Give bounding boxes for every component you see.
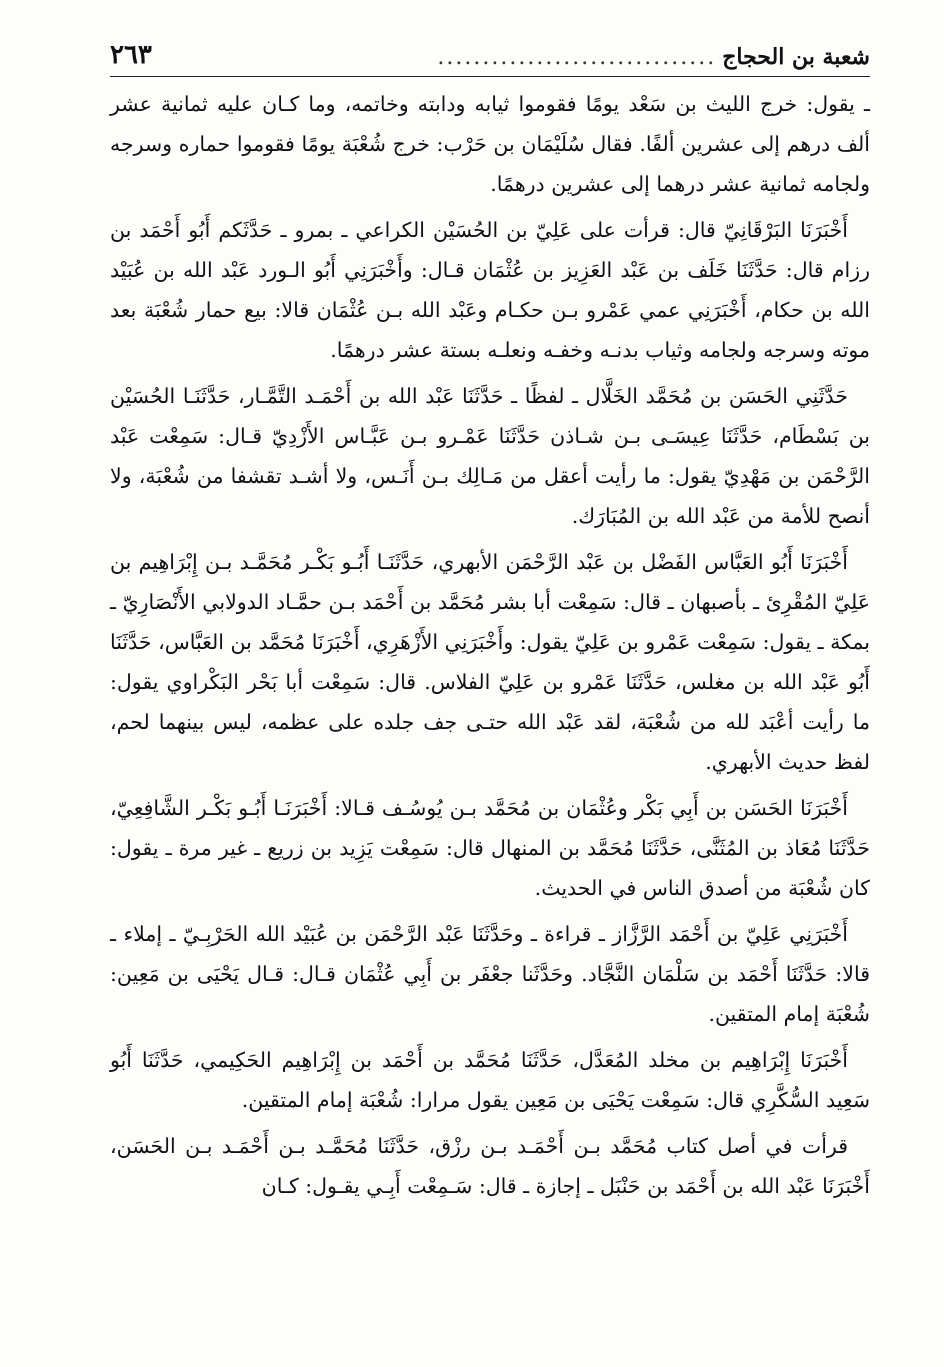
running-title: شعبة بن الحجاج: [722, 44, 870, 70]
paragraph: أَخْبَرَنَا أَبُو العَبَّاس الفَضْل بن عَبْد الرَّحْمَن الأبهري، حَدَّثَنَـا أَبُـو بَكْـر مُحَمَّـد بـن إِبْرَاهِيم بن عَلِيّ المُقْرِئ ـ بأصبهان ـ قال: سَمِعْت أبا بشر مُحَمَّد بن أَحْمَد بـن حمَّـاد الدولابي الأَنْصَارِيّ ـ بمكة ـ يقول: سَمِعْت عَمْرو بن عَلِيّ يقول: وأَخْبَرَنِي الأَزْهَرِي، أَخْبَرَنَا مُحَمَّد بن العَبَّاس، حَدَّثَنَا أَبُو عَبْد الله بن مغلس، حَدَّثَنَا عَمْرو بن عَلِيّ الفلاس. قال: سَمِعْت أبا بَحْر البَكْراوي يقول: ما رأيت أعْبَد لله من شُعْبَة، لقد عَبْد الله حتـى جف جلده على عظمه، ليس بينهما لحم، لفظ حديث الأبهري.: [110, 550, 870, 774]
paragraph: أَخْبَرَنَا الحَسَن بن أَبِي بَكْر وعُثْمَان بن مُحَمَّد بـن يُوسُـف قـالا: أَخْبَرَنَـا أَبُـو بَكْـر الشَّافِعِيّ، حَدَّثَنَا مُعَاذ بن المُثَنَّى، حَدَّثَنَا مُحَمَّد بن المنهال قال: سَمِعْت يَزِيد بن زريع ـ غير مرة ـ يقول: كان شُعْبَة من أصدق الناس في الحديث.: [110, 796, 870, 900]
paragraph: أَخْبَرَنِي عَلِيّ بن أَحْمَد الرَّزَّاز ـ قراءة ـ وحَدَّثَنَا عَبْد الرَّحْمَن بن عُبَيْد الله الحَرْبِـيّ ـ إملاء ـ قالا: حَدَّثَنَا أَحْمَد بن سَلْمَان النَّجَّاد. وحَدَّثَنا جعْفَر بن أَبِي عُثْمَان قـال: قـال يَحْيَى بن مَعِين: شُعْبَة إمام المتقين.: [110, 922, 870, 1026]
page-number: ٢٦٣: [110, 40, 152, 70]
paragraph: قرأت في أصل كتاب مُحَمَّد بـن أَحْمَـد بـن رزْق، حَدَّثَنَا مُحَمَّـد بـن أَحْمَـد بـن الحَسَن، أَخْبَرَنَا عَبْد الله بن أَحْمَد بن حَنْبَل ـ إجازة ـ قال: سَـمِعْت أَبِـي يقـول: كـان: [110, 1134, 870, 1198]
body-text: [110, 84, 870, 1354]
page-header: [110, 30, 870, 77]
paragraph: أَخْبَرَنَا البَرْقَانِيّ قال: قرأت على عَلِيّ بن الحُسَيْن الكراعي ـ بمرو ـ حَدَّثَكم أَبُو أَحْمَد بن رزام قال: حَدَّثَنَا خَلَف بن عَبْد العَزِيز بن عُثْمَان قـال: وأَخْبَرَنِي أَبُو الـورد عَبْد الله بن عُبَيْد الله بن حكام، أَخْبَرَنِي عمي عَمْرو بـن حكـام وعَبْد الله بـن عُثْمَان قالا: بيع حمار شُعْبَة بعد موته وسرجه ولجامه وثياب بدنـه وخفـه ونعلـه بستة عشر درهمًا.: [110, 218, 870, 362]
dot-leader: ...............................: [437, 45, 717, 70]
paragraph: ـ يقول: خرج الليث بن سَعْد يومًا فقوموا ثيابه ودابته وخاتمه، وما كـان عليه ثمانية عشر ألف درهم إلى عشرين ألفًا. فقال سُلَيْمَان بن حَرْب: خرج شُعْبَة يومًا فقوموا حماره وسرجه ولجامه ثمانية عشر درهما إلى عشرين درهمًا.: [110, 92, 870, 196]
paragraph: حَدَّثَنِي الحَسَن بن مُحَمَّد الخَلَّال ـ لفظًا ـ حَدَّثَنَا عَبْد الله بن أَحْمَـد التَّمَّـار، حَدَّثَنَـا الحُسَيْن بن بَسْطَام، حَدَّثَنَا عِيسَـى بـن شـاذن حَدَّثَنَا عَمْـرو بـن عَبَّـاس الأَزْدِيّ قـال: سَمِعْت عَبْد الرَّحْمَن بن مَهْدِيّ يقول: ما رأيت أعقل من مَـالِك بـن أَنَـس، ولا أشـد تقشفا من شُعْبَة، ولا أنصح للأمة من عَبْد الله بن المُبَارَك.: [110, 384, 870, 528]
paragraph: أَخْبَرَنَا إِبْرَاهِيم بن مخلد المُعَدَّل، حَدَّثَنَا مُحَمَّد بن أَحْمَد بن إِبْرَاهِيم الحَكِيمي، حَدَّثَنَا أَبُو سَعِيد السُّكَّرِي قال: سَمِعْت يَحْيَى بن مَعِين يقول مرارا: شُعْبَة إمام المتقين.: [110, 1048, 870, 1112]
